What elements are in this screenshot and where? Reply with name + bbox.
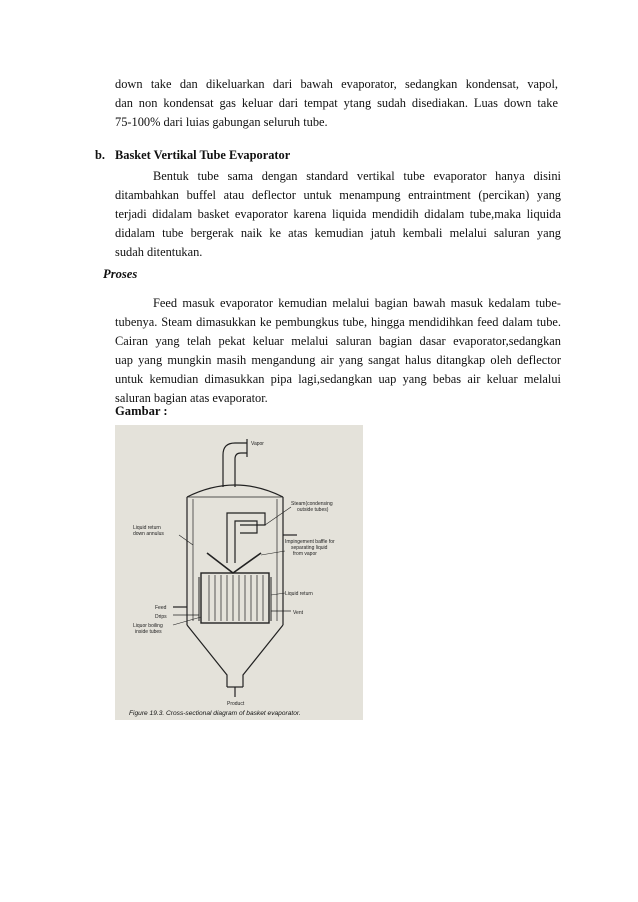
intro-paragraph [115,75,558,132]
gambar-heading: Gambar : [115,404,168,418]
label-impingement: Impingement baffle for [285,539,335,545]
label-feed: Feed [155,605,167,611]
section-number: b. [95,148,105,162]
text-line: tubenya. Steam dimasukkan ke pembungkus tube, hingga mendidihkan feed dalam tube. [115,315,561,329]
evaporator-figure [115,425,363,720]
text-line: down take dan dikeluarkan dari bawah evaporator, sedangkan kondensat, vapol, [115,77,558,91]
text-line: saluran bagian atas evaporator. [115,391,268,405]
label-liquid-return-down: Liquid return [133,525,161,531]
text-line: untuk kemudian dimasukkan pipa lagi,sedangkan uap yang bebas air keluar melalui [115,372,561,386]
label-drips: Drips [155,614,167,620]
label-impingement-3: from vapor [293,551,317,557]
text-line: ditambahkan buffel atau deflector untuk menampung entraintment (percikan) yang [115,188,561,202]
section-title: Basket Vertikal Tube Evaporator [115,148,291,162]
label-liquid-return-down-2: down annulus [133,531,164,537]
label-impingement-2: separating liquid [291,545,328,551]
label-steam-2: outside tubes) [297,507,329,513]
section-b-paragraph [115,167,561,262]
label-vent: Vent [293,610,304,616]
figure-caption: Figure 19.3. Cross-sectional diagram of basket evaporator. [129,710,301,717]
text-line: uap yang mungkin masih mengandung air yang sangat halus ditangkap oleh deflector [115,353,561,367]
text-line: 75-100% dari luias gabungan seluruh tube. [115,115,328,129]
text-line: didalam tube bergerak naik ke atas kemudian jatuh kembali melalui saluran yang [115,226,561,240]
text-line: sudah ditentukan. [115,245,203,259]
text-line: Feed masuk evaporator kemudian melalui bagian bawah masuk kedalam tube- [153,296,561,310]
label-steam: Steam(condensing [291,501,333,507]
label-liquid-return: Liquid return [285,591,313,597]
basket-evaporator-diagram [115,425,363,720]
text-line: dan non kondensat gas keluar dari tempat ytang sudah disediakan. Luas down take [115,96,558,110]
label-liquor-boiling-2: inside tubes [135,629,162,635]
label-product: Product [227,701,245,707]
label-liquor-boiling: Liquor boiling [133,623,163,629]
proses-heading: Proses [103,267,138,281]
section-heading [95,148,290,163]
text-line: Bentuk tube sama dengan standard vertikal tube evaporator hanya disini [153,169,561,183]
proses-paragraph [115,294,561,408]
text-line: Cairan yang telah pekat keluar melalui saluran bagian dasar evaporator,sedangkan [115,334,561,348]
text-line: terjadi didalam basket evaporator karena liquida mendidih didalam tube,maka liquida [115,207,561,221]
label-vapor: Vapor [251,441,264,447]
